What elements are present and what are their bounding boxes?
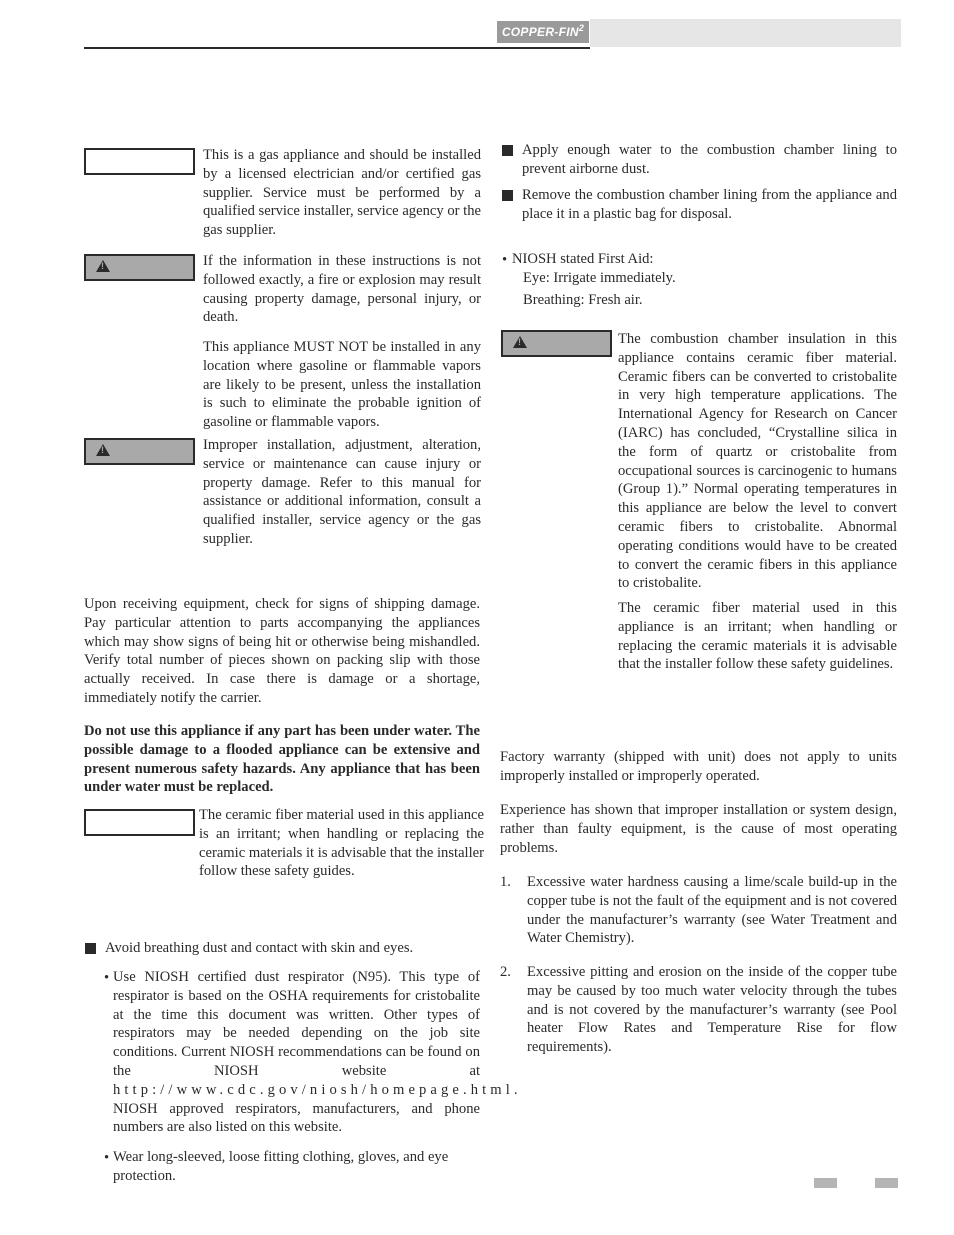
caution-label-box xyxy=(84,438,195,465)
warning-triangle-icon xyxy=(96,444,110,456)
list-item-pitting-erosion: Excessive pitting and erosion on the inside of the copper tube may be caused by too much water velocity through the tubes and is not covered by the manufacturer’s warranty (see Pool heater Flow Rates and Temperature Rise for flow requirements). xyxy=(527,964,897,1056)
niosh-respirator-text-b: NIOSH approved respirators, manufacturers, and phone numbers are also listed on this website. xyxy=(113,1100,480,1136)
insulation-warning-paragraph: The combustion chamber insulation in this appliance contains ceramic fiber material. Ceramic fibers can be converted to cristobalite in very high temperature applications. The International Agency for Research on Cancer (IARC) has concluded, “Crystalline silica in the form of quartz or cristobalite from occupational sources is carcinogenic to humans (Group 1).” Normal operating temperatures in this appliance are below the level to convert ceramic fibers to cristobalite. Abnormal operating conditions would have to be created to convert the ceramic fibers in this appliance to cristobalite. xyxy=(618,331,897,592)
bullet-dot: • xyxy=(104,1150,110,1166)
experience-paragraph: Experience has shown that improper installation or system design, rather than faulty equipment, is the cause of most operating problems. xyxy=(500,802,897,856)
list-item-water-hardness: Excessive water hardness causing a lime/scale build-up in the copper tube is not the fault of the equipment and is not covered under the manufacturer’s warranty (see Water Treatment and Water Chemistry). xyxy=(527,874,897,947)
niosh-respirator-text xyxy=(113,968,522,1137)
square-bullet-icon xyxy=(502,190,513,201)
logo-text: COPPER-FIN xyxy=(501,25,579,39)
notice-label-box xyxy=(84,148,195,175)
receiving-paragraph: Upon receiving equipment, check for signs of shipping damage. Pay particular attention to parts accompanying the appliances which may show signs of being hit or otherwise being mishandled. Verify total number of pieces shown on packing slip with those actually received. In case there is damage or a shortage, immediately notify the carrier. xyxy=(84,596,480,706)
logo-superscript: 2 xyxy=(578,23,585,33)
list-number-2: 2. xyxy=(500,964,511,980)
avoid-dust-bullet: Avoid breathing dust and contact with skin and eyes. xyxy=(105,940,414,956)
header-rule xyxy=(84,47,590,49)
improper-installation-paragraph: Improper installation, adjustment, alteration, service or maintenance can cause injury or property damage. Refer to this manual for assistance or additional information, consult a qualified installer, service agency or the gas supplier. xyxy=(203,437,481,547)
gasoline-warning-paragraph: This appliance MUST NOT be installed in any location where gasoline or flammable vapors are likely to be present, unless the installation is such to eliminate the probable ignition of gasoline or flammable vapors. xyxy=(203,339,481,431)
apply-water-bullet: Apply enough water to the combustion chamber lining to prevent airborne dust. xyxy=(522,142,897,177)
warning-label-box xyxy=(84,254,195,281)
bullet-dot: • xyxy=(502,252,508,268)
flood-warning-paragraph: Do not use this appliance if any part has been under water. The possible damage to a flooded appliance can be extensive and present numerous safety hazards. Any appliance that has been under water must be replaced. xyxy=(84,723,480,796)
square-bullet-icon xyxy=(502,145,513,156)
first-aid-eye: Eye: Irrigate immediately. xyxy=(523,270,676,286)
footer-marker-right xyxy=(875,1178,898,1188)
square-bullet-icon xyxy=(85,943,96,954)
footer-marker-left xyxy=(814,1178,837,1188)
niosh-url: http://www.cdc.gov/niosh/homepage.html. xyxy=(113,1081,522,1098)
remove-lining-bullet: Remove the combustion chamber lining from the appliance and place it in a plastic bag for disposal. xyxy=(522,187,897,222)
warning-triangle-icon xyxy=(513,336,527,348)
niosh-respirator-text-a: Use NIOSH certified dust respirator (N95). This type of respirator is based on the OSHA requirements for cristobalite at the time this document was written. Other types of respirators may be needed depending on the job site conditions. Current NIOSH recommendations can be found on the NIOSH website at xyxy=(113,969,480,1079)
protective-clothing-text: Wear long-sleeved, loose fitting clothing, gloves, and eye protection. xyxy=(113,1149,449,1184)
irritant-paragraph: The ceramic fiber material used in this appliance is an irritant; when handling or replacing the ceramic materials it is advisable that the installer follow these safety guidelines. xyxy=(618,600,897,673)
fire-warning-paragraph: If the information in these instructions is not followed exactly, a fire or explosion may result causing property damage, personal injury, or death. xyxy=(203,253,481,326)
first-aid-title: NIOSH stated First Aid: xyxy=(512,251,654,267)
bullet-dot: • xyxy=(104,970,110,986)
list-number-1: 1. xyxy=(500,874,511,890)
warning-label-box xyxy=(501,330,612,357)
warning-triangle-icon xyxy=(96,260,110,272)
gas-appliance-paragraph: This is a gas appliance and should be installed by a licensed electrician and/or certified gas supplier. Service must be performed by a qualified service installer, service agency or the gas supplier. xyxy=(203,147,481,239)
ceramic-irritant-paragraph: The ceramic fiber material used in this appliance is an irritant; when handling or replacing the ceramic materials it is advisable that the installer follow these safety guides. xyxy=(199,807,484,880)
brand-logo xyxy=(497,21,589,43)
first-aid-breathing: Breathing: Fresh air. xyxy=(523,292,643,308)
warranty-paragraph: Factory warranty (shipped with unit) does not apply to units improperly installed or improperly operated. xyxy=(500,749,897,784)
header-bar xyxy=(590,19,901,47)
ceramic-notice-label-box xyxy=(84,809,195,836)
